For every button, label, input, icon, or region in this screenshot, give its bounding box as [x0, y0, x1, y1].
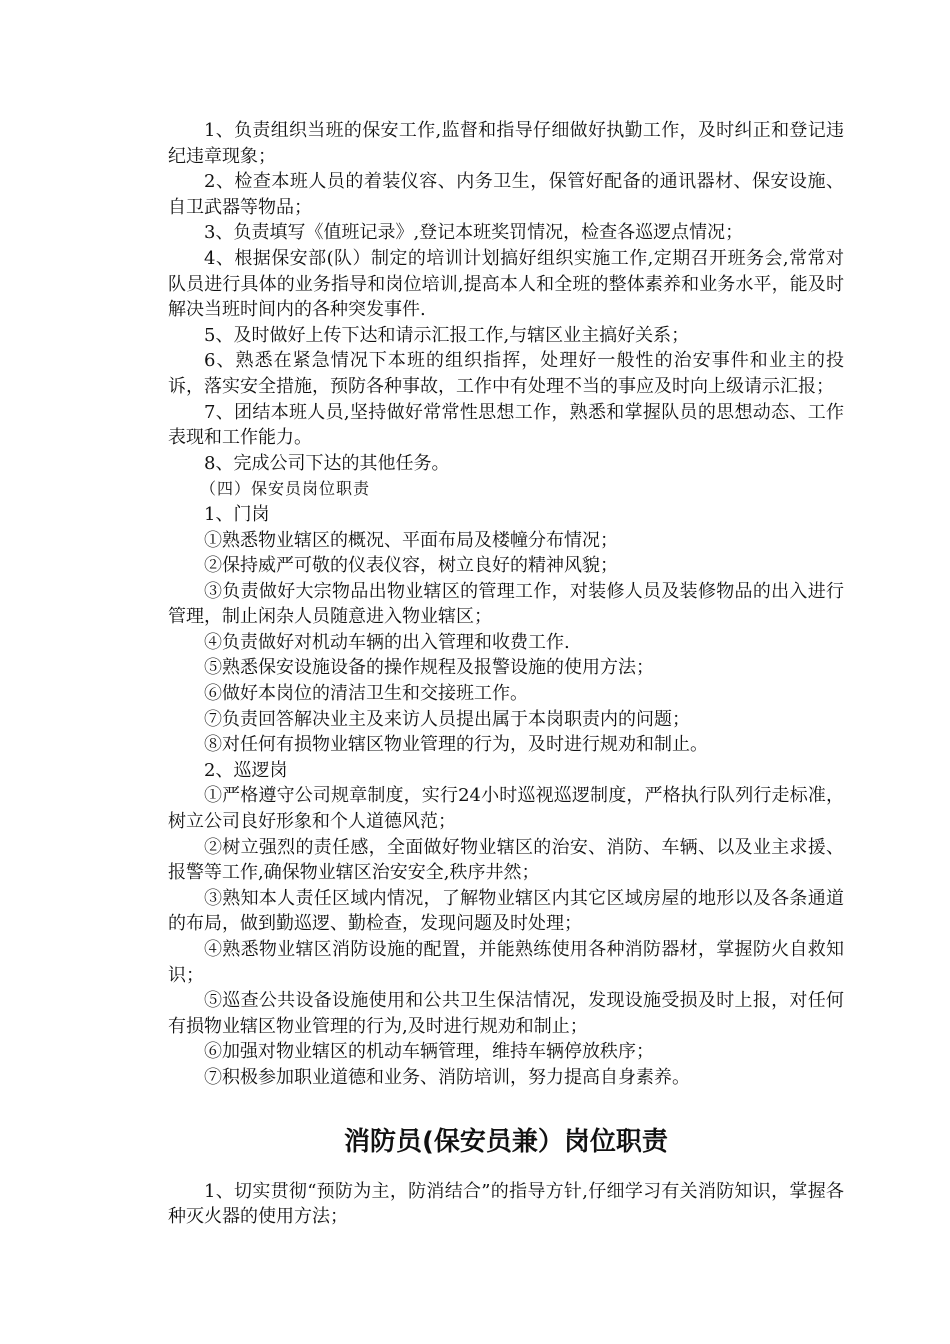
patrol-item: ④熟悉物业辖区消防设施的配置，并能熟练使用各种消防器材，掌握防火自救知识；	[168, 939, 844, 986]
gate-post-heading: 1、门岗	[204, 503, 270, 525]
section-title-firefighter: 消防员(保安员兼）岗位职责	[344, 1126, 668, 1157]
gate-item: ⑦负责回答解决业主及来访人员提出属于本岗职责内的问题；	[204, 708, 690, 730]
gate-item: ⑥做好本岗位的清洁卫生和交接班工作。	[204, 683, 528, 705]
gate-item: ⑤熟悉保安设施设备的操作规程及报警设施的使用方法；	[204, 657, 654, 679]
patrol-post-heading: 2、巡逻岗	[204, 759, 288, 781]
gate-item: ④负责做好对机动车辆的出入管理和收费工作.	[204, 631, 570, 653]
patrol-item: ②树立强烈的责任感，全面做好物业辖区的治安、消防、车辆、以及业主求援、报警等工作,确保物业辖区治安安全,秩序井然；	[168, 836, 844, 884]
duty-paragraph-7: 7、团结本班人员,坚持做好常常性思想工作，熟悉和掌握队员的思想动态、工作表现和工作能力。	[168, 401, 844, 449]
duty-paragraph-8: 8、完成公司下达的其他任务。	[204, 452, 450, 474]
patrol-item: ⑥加强对物业辖区的机动车辆管理，维持车辆停放秩序；	[204, 1041, 654, 1063]
subheading-guard-duties: （四）保安员岗位职责	[200, 479, 371, 499]
gate-item: ⑧对任何有损物业辖区物业管理的行为，及时进行规劝和制止。	[204, 734, 708, 756]
duty-paragraph-2: 2、检查本班人员的着装仪容、内务卫生，保管好配备的通讯器材、保安设施、自卫武器等物品；	[168, 171, 844, 218]
gate-item: ②保持威严可敬的仪表仪容，树立良好的精神风貌；	[204, 555, 618, 577]
duty-paragraph-4: 4、根据保安部(队）制定的培训计划搞好组织实施工作,定期召开班务会,常常对队员进行具体的业务指导和岗位培训,提高本人和全班的整体素养和业务水平，能及时解决当班时间内的各种突发事件.	[168, 247, 844, 321]
patrol-item: ①严格遵守公司规章制度，实行24小时巡视巡逻制度，严格执行队列行走标准，树立公司良好形象和个人道德风范；	[168, 785, 844, 833]
duty-paragraph-3: 3、负责填写《值班记录》,登记本班奖罚情况，检查各巡逻点情况；	[204, 222, 744, 244]
fire-duty-item: 1、切实贯彻“预防为主，防消结合”的指导方针,仔细学习有关消防知识，掌握各种灭火器的使用方法；	[168, 1180, 844, 1228]
document-page	[168, 118, 844, 1230]
patrol-item: ⑤巡查公共设备设施使用和公共卫生保洁情况，发现设施受损及时上报，对任何有损物业辖区物业管理的行为,及时进行规劝和制止；	[168, 990, 844, 1037]
gate-item: ①熟悉物业辖区的概况、平面布局及楼幢分布情况；	[204, 529, 618, 551]
patrol-item: ③熟知本人责任区域内情况，了解物业辖区内其它区域房屋的地形以及各条通道的布局，做到勤巡逻、勤检查，发现问题及时处理；	[168, 887, 844, 935]
duty-paragraph-1: 1、负责组织当班的保安工作,监督和指导仔细做好执勤工作，及时纠正和登记违纪违章现象；	[168, 120, 844, 167]
duty-paragraph-6: 6、熟悉在紧急情况下本班的组织指挥，处理好一般性的治安事件和业主的投诉，落实安全措施，预防各种事故，工作中有处理不当的事应及时向上级请示汇报；	[168, 350, 844, 397]
duty-paragraph-5: 5、及时做好上传下达和请示汇报工作,与辖区业主搞好关系；	[204, 324, 690, 346]
patrol-item: ⑦积极参加职业道德和业务、消防培训，努力提高自身素养。	[204, 1066, 690, 1088]
gate-item: ③负责做好大宗物品出物业辖区的管理工作，对装修人员及装修物品的出入进行管理，制止闲杂人员随意进入物业辖区；	[168, 580, 844, 628]
